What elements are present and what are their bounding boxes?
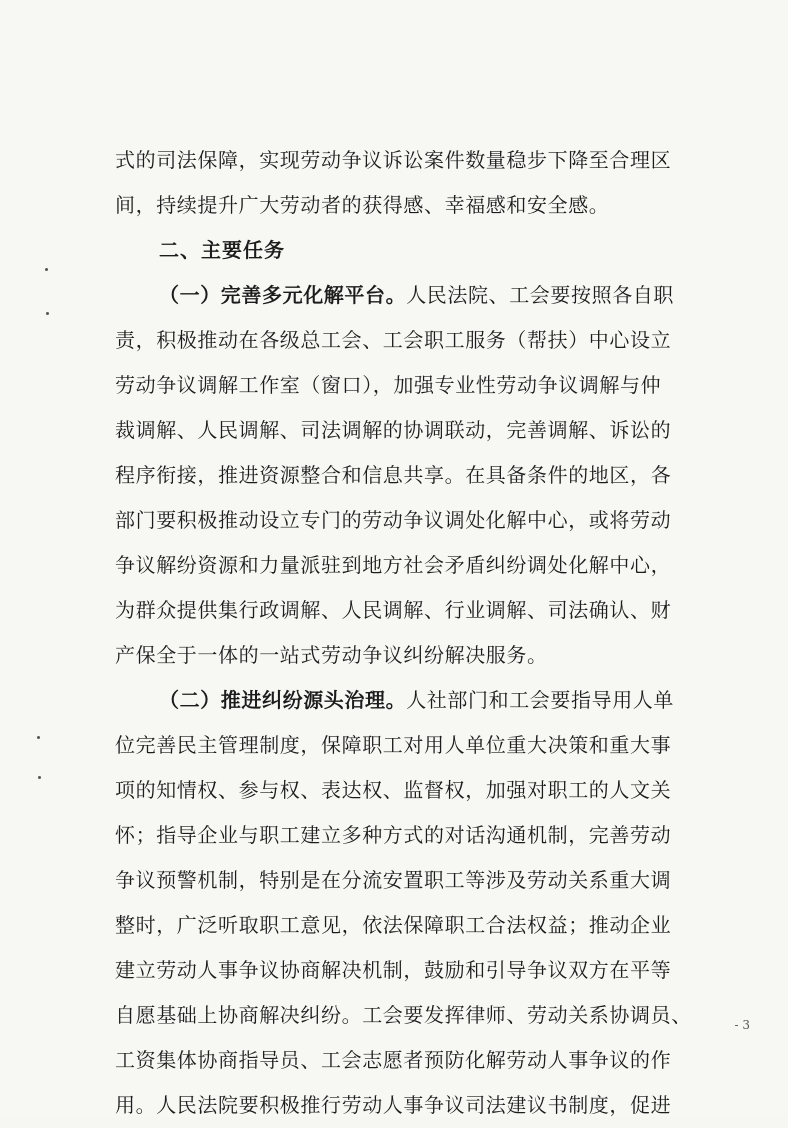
binding-hole-mark [37, 736, 40, 739]
paragraph-line: 争议预警机制，特别是在分流安置职工等涉及劳动关系重大调 [115, 868, 672, 892]
paragraph-line: 用。人民法院要积极推行劳动人事争议司法建议书制度，促进 [115, 1093, 672, 1117]
subheading: （一）完善多元化解平台。 [159, 283, 407, 307]
paragraph-line: 产保全于一体的一站式劳动争议纠纷解决服务。 [115, 643, 548, 667]
paragraph-line: 建立劳动人事争议协商解决机制，鼓励和引导争议双方在平等 [115, 958, 672, 982]
paragraph-line: 间，持续提升广大劳动者的获得感、幸福感和安全感。 [115, 193, 610, 217]
paragraph-line: 自愿基础上协商解决纠纷。工会要发挥律师、劳动关系协调员、 [115, 1003, 692, 1027]
paragraph-line: 怀；指导企业与职工建立多种方式的对话沟通机制，完善劳动 [115, 823, 672, 847]
paragraph-line: 程序衔接，推进资源整合和信息共享。在具备条件的地区，各 [115, 463, 672, 487]
paragraph-line: 工资集体协商指导员、工会志愿者预防化解劳动人事争议的作 [115, 1048, 672, 1072]
paragraph-text: 人民法院、工会要按照各自职 [406, 283, 675, 307]
paragraph-line: 责，积极推动在各级总工会、工会职工服务（帮扶）中心设立 [115, 328, 672, 352]
paragraph-line: 裁调解、人民调解、司法调解的协调联动，完善调解、诉讼的 [115, 418, 672, 442]
document-body [115, 138, 695, 1128]
subheading: （二）推进纠纷源头治理。 [159, 688, 407, 712]
section-heading: 二、主要任务 [159, 238, 285, 262]
binding-hole-mark [46, 312, 49, 315]
paragraph-line: 式的司法保障，实现劳动争议诉讼案件数量稳步下降至合理区 [115, 148, 672, 172]
paragraph-line: 劳动争议调解工作室（窗口），加强专业性劳动争议调解与仲 [115, 373, 662, 397]
paragraph-line: 位完善民主管理制度，保障职工对用人单位重大决策和重大事 [115, 733, 672, 757]
binding-hole-mark [45, 268, 48, 271]
paragraph-line: 整时，广泛听取职工意见，依法保障职工合法权益；推动企业 [115, 913, 672, 937]
paragraph-text: 人社部门和工会要指导用人单 [406, 688, 675, 712]
paragraph-line: 项的知情权、参与权、表达权、监督权，加强对职工的人文关 [115, 778, 672, 802]
page-number: - 3 [734, 1018, 750, 1032]
paragraph-first-line [115, 273, 695, 318]
paragraph-line: 为群众提供集行政调解、人民调解、行业调解、司法确认、财 [115, 598, 672, 622]
paragraph-line: 部门要积极推动设立专门的劳动争议调处化解中心，或将劳动 [115, 508, 672, 532]
paragraph-first-line [115, 678, 695, 723]
paragraph-line: 争议解纷资源和力量派驻到地方社会矛盾纠纷调处化解中心， [115, 553, 672, 577]
binding-hole-mark [38, 776, 41, 779]
